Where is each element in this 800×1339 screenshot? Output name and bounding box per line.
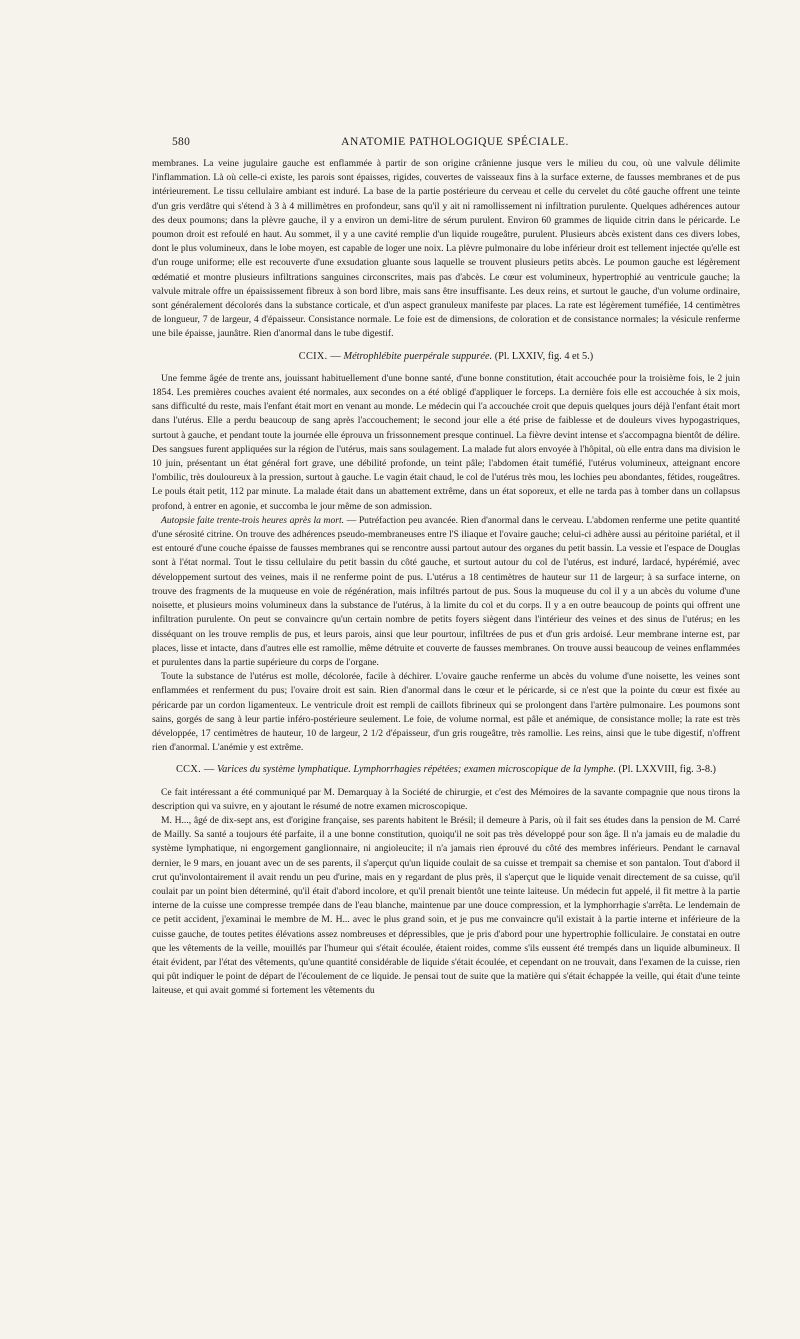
- case-210-reference: (Pl. LXXVIII, fig. 3-8.): [618, 764, 716, 776]
- running-title: ANATOMIE PATHOLOGIQUE SPÉCIALE.: [341, 136, 569, 148]
- case-208-continuation: membranes. La veine jugulaire gauche est enflammée à partir de son origine crânienne jusque vers le milieu du cou, où une valvule délimite l'inflammation. Là où celle-ci existe, les parois sont épaisses, rigides, couvertes de vaisseaux fins à la surface externe, de fausses membranes et de pus intérieurement. Le tissu cellulaire ambiant est induré. La base de la partie postérieure du cerveau et celle du cervelet du côté gauche offrent une teinte d'un gris verdâtre qui s'étend à 3 à 4 millimètres en profondeur, sans qu'il y ait ni ramollissement ni infiltration purulente. Quelques adhérences autour des deux poumons; dans la plèvre gauche, il y a environ un demi-litre de sérum purulent. Environ 60 grammes de liquide citrin dans le péricarde. Le poumon droit est refoulé en haut. Au sommet, il y a une cavité remplie d'un liquide rougeâtre, purulent. Plusieurs abcès existent dans ces divers lobes, dont le plus volumineux, dans le lobe moyen, est capable de loger une noix. La plèvre pulmonaire du lobe inférieur droit est tellement injectée qu'elle est d'un rouge uniforme; elle est recouverte d'une exsudation gluante sous laquelle se trouvent plusieurs petits abcès. Le poumon gauche est légèrement œdématié et montre plusieurs infiltrations sanguines circonscrites, mais pas d'abcès. Le cœur est volumineux, hypertrophié au ventricule gauche; la valvule mitrale offre un épaississement fibreux à son bord libre, mais sans être insuffisante. Les deux reins, et surtout le gauche, d'un volume ordinaire, sont généralement décolorés dans la substance corticale, et d'un aspect granuleux manifeste par places. La rate est légèrement tuméfiée, 14 centimètres de longueur, 7 de largeur, 4 d'épaisseur. Consistance normale. Le foie est de dimensions, de coloration et de consistance normales; la vésicule renferme une bile épaisse, jaunâtre. Rien d'anormal dans le tube digestif.: [152, 158, 740, 340]
- page-header: [172, 136, 738, 150]
- case-210-intro: Ce fait intéressant a été communiqué par M. Demarquay à la Société de chirurgie, et c'est des Mémoires de la savante compagnie que nous tirons la description qui va suivre, en y ajoutant le résumé de notre examen microscopique.: [152, 786, 740, 812]
- body-text: [152, 157, 740, 999]
- case-209-number: CCIX. —: [298, 350, 341, 362]
- case-210-heading: [152, 763, 740, 777]
- case-209-heading: [152, 350, 740, 364]
- case-209-title: Métrophlébite puerpérale suppurée.: [343, 350, 493, 362]
- page-number: 580: [172, 136, 191, 148]
- case-209-reference: (Pl. LXXIV, fig. 4 et 5.): [494, 350, 594, 362]
- autopsy-lead: Autopsie faite trente-trois heures après la mort.: [161, 514, 345, 526]
- case-209-autopsy: [152, 514, 740, 670]
- case-210-history: M. H..., âgé de dix-sept ans, est d'origine française, ses parents habitent le Brésil; il demeure à Paris, où il fait ses études dans la pension de M. Carré de Mailly. Sa santé a toujours été parfaite, il a une bonne constitution, quoiqu'il ne soit pas très développé pour son âge. Il n'a jamais eu de maladie du système lymphatique, ni engorgement ganglionnaire, ni angioleucite; il n'a jamais rien éprouvé du côté des membres inférieurs. Pendant le carnaval dernier, le 9 mars, en jouant avec un de ses parents, il s'aperçut qu'un liquide coulait de sa cuisse et trempait sa chemise et son pantalon. Tout d'abord il crut qu'involontairement il avait rendu un peu d'urine, mais en y regardant de plus près, il s'aperçut que le liquide venait directement de sa cuisse, qu'il coulait par un point bien déterminé, qu'il était d'abord incolore, et qu'il prenait bientôt une teinte laiteuse. Un médecin fut appelé, il fit mettre à la partie interne de la cuisse une compresse trempée dans de l'eau blanche, maintenue par une douce compression, et la lymphorrhagie s'arrêta. Le lendemain de ce petit accident, j'examinai le membre de M. H... avec le plus grand soin, et je pus me convaincre qu'il existait à la partie interne et inférieure de la cuisse gauche, de toutes petites élévations assez nombreuses et dépressibles, que je pris d'abord pour une hypertrophie folliculaire. Je constatai en outre que les vêtements de la veille, mouillés par l'humeur qui s'était écoulée, étaient roides, comme s'ils eussent été trempés dans un liquide albumineux. Il était évident, par l'état des vêtements, qu'une quantité considérable de liquide s'était écoulée, et cependant on ne trouvait, dans l'examen de la cuisse, rien qui pût indiquer le point de départ de l'écoulement de ce liquide. Je pensai tout de suite que la matière qui s'était échappée la veille, qui était d'une teinte laiteuse, et qui avait gommé si fortement les vêtements du: [152, 814, 740, 997]
- case-210-number: CCX. —: [176, 764, 215, 776]
- autopsy-text: — Putréfaction peu avancée. Rien d'anormal dans le cerveau. L'abdomen renferme une petite quantité d'une sérosité citrine. On trouve des adhérences pseudo-membraneuses entre l'S iliaque et l'ovaire gauche; celui-ci adhère aussi au péritoine pariétal, et il est entouré d'une couche épaisse de fausses membranes qui se rencontre aussi partout autour des organes du petit bassin. La vessie et l'espace de Douglas sont à l'état normal. Tout le tissu cellulaire du petit bassin du côté gauche, et surtout autour du col de l'utérus, est induré, lardacé, hypérémié, avec développement surtout des veines, mais il ne renferme point de pus. L'utérus a 18 centimètres de hauteur sur 11 de largeur; à sa surface interne, on trouve des fragments de la muqueuse en voie de régénération, mais infiltrés partout de pus. Sous la muqueuse du col il y a un abcès du volume d'une noisette, et plusieurs moins volumineux dans la substance de l'utérus, à la limite du col et du corps. Il y a en outre beaucoup de points qui offrent une infiltration purulente. On peut se convaincre qu'un certain nombre de petits foyers siègent dans l'intérieur des veines et des sinus de l'utérus; en les disséquant on les trouve remplis de pus, et leurs parois, ainsi que leur pourtour, infiltrées de pus et d'un gris ardoisé. Leur membrane interne est, par places, lisse et intacte, dans d'autres elle est ramollie, même détruite et couverte de fausses membranes. On trouve aussi beaucoup de veines enflammées et purulentes dans la partie supérieure du corps de l'organe.: [152, 514, 741, 668]
- case-210-title: Varices du système lymphatique. Lymphorrhagies répétées; examen microscopique de la lymphe.: [217, 764, 616, 776]
- case-209-history: Une femme âgée de trente ans, jouissant habituellement d'une bonne santé, d'une bonne constitution, était accouchée pour la troisième fois, le 2 juin 1854. Les premières couches avaient été normales, aux secondes on a été obligé d'appliquer le forceps. La dernière fois elle est accouchée à six mois, sans difficulté du reste, mais l'enfant était mort en venant au monde. Le médecin qui l'a accouchée croit que depuis quelques jours déjà l'enfant était mort dans l'utérus. Elle a perdu beaucoup de sang après l'accouchement; le second jour elle a été prise de faiblesse et de douleurs vives hypogastriques, surtout à gauche, et pendant toute la journée elle éprouva un frissonnement presque continuel. La fièvre devint intense et s'accompagna bientôt de délire. Des sangsues furent appliquées sur la région de l'utérus, mais sans soulagement. La malade fut alors envoyée à l'hôpital, où elle entra dans ma division le 10 juin, présentant un état général fort grave, une débilité profonde, un teint pâle; l'abdomen était tuméfié, l'utérus volumineux, atteignant encore l'ombilic, très douloureux à la pression, surtout à gauche. Le vagin était chaud, le col de l'utérus très mou, les lochies peu abondantes, fétides, rougeâtres. Le pouls était petit, 112 par minute. La malade était dans un abattement extrême, dans un état soporeux, et elle ne tarda pas à tomber dans un collapsus profond, à entrer en agonie, et succomba le jour même de son admission.: [152, 372, 740, 512]
- case-209-findings: Toute la substance de l'utérus est molle, décolorée, facile à déchirer. L'ovaire gauche renferme un abcès du volume d'une noisette, les veines sont enflammées et renferment du pus; l'ovaire droit est sain. Rien d'anormal dans le cœur et le péricarde, si ce n'est que la pointe du cœur est fixée au péricarde par un cordon ligamenteux. Le ventricule droit est rempli de caillots fibrineux qui se prolongent dans l'artère pulmonaire. Les poumons sont sains, gorgés de sang à leur partie inféro-postérieure seulement. Le foie, de volume normal, est pâle et anémique, de consistance molle; la rate est très développée, 17 centimètres de hauteur, 10 de largeur, 2 1/2 d'épaisseur, d'un gris rougeâtre, très ramollie. Les reins, ainsi que le tube digestif, n'offrent rien d'anormal. L'anémie y est extrême.: [152, 671, 740, 754]
